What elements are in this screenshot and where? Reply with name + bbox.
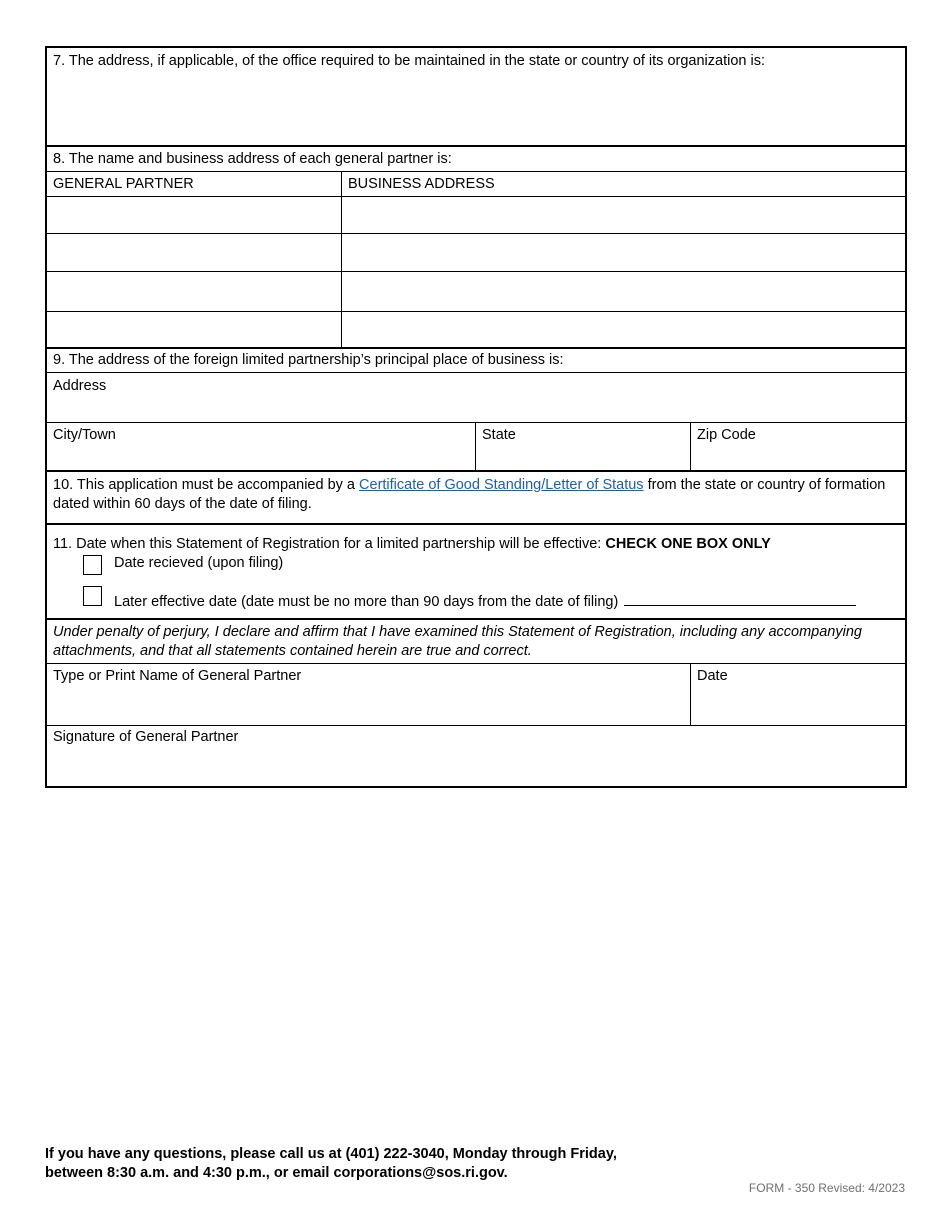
section-10 xyxy=(47,472,905,525)
partner-address-field[interactable] xyxy=(342,234,905,271)
zip-label: Zip Code xyxy=(697,427,756,443)
partner-table-row xyxy=(47,272,905,312)
partner-table-row xyxy=(47,312,905,349)
signature-field[interactable] xyxy=(47,726,905,786)
certificate-of-good-standing-link[interactable]: Certificate of Good Standing/Letter of Status xyxy=(359,477,644,493)
name-date-row xyxy=(47,664,905,726)
check-one-box-note: CHECK ONE BOX ONLY xyxy=(605,536,771,552)
principal-address-field[interactable] xyxy=(47,373,905,423)
form-id: FORM - 350 Revised: 4/2023 xyxy=(748,1181,905,1195)
general-partner-header: GENERAL PARTNER xyxy=(47,172,342,196)
section-8-heading-row xyxy=(47,147,905,172)
city-field[interactable] xyxy=(47,423,476,470)
signature-label: Signature of General Partner xyxy=(53,729,239,745)
state-field[interactable] xyxy=(476,423,691,470)
partner-address-field[interactable] xyxy=(342,272,905,311)
business-address-header: BUSINESS ADDRESS xyxy=(348,176,495,192)
section-8-text: 8. The name and business address of each general partner is: xyxy=(53,151,452,167)
zip-field[interactable] xyxy=(691,423,905,470)
contact-info xyxy=(45,1145,617,1183)
partner-address-field[interactable] xyxy=(342,197,905,233)
partner-name-field[interactable] xyxy=(47,234,342,271)
effective-date-blank[interactable] xyxy=(624,591,856,606)
date-label: Date xyxy=(697,668,728,684)
partner-table-row xyxy=(47,197,905,234)
declaration xyxy=(47,620,905,664)
section-10-text: 10. This application must be accompanied by a Certificate of Good Standing/Letter of Status from the state or country of formation dated within 60 days of the date of filing. xyxy=(53,477,886,512)
partner-name-field[interactable] xyxy=(47,272,342,311)
section-7 xyxy=(47,48,905,147)
section-11 xyxy=(47,525,905,620)
later-effective-date-checkbox[interactable] xyxy=(83,586,102,606)
print-name-label: Type or Print Name of General Partner xyxy=(53,668,302,684)
contact-line-1: If you have any questions, please call us at (401) 222-3040, Monday through Friday, xyxy=(45,1146,617,1162)
partner-print-name-field[interactable] xyxy=(47,664,691,725)
partner-address-field[interactable] xyxy=(342,312,905,347)
city-label: City/Town xyxy=(53,427,116,443)
declaration-text: Under penalty of perjury, I declare and affirm that I have examined this Statement of Registration, including any accompanying attachments, and that all statements contained herein are true and correct. xyxy=(53,624,862,659)
date-field[interactable] xyxy=(691,664,905,725)
later-effective-date-label: Later effective date (date must be no more than 90 days from the date of filing) xyxy=(114,591,856,612)
city-state-zip-row xyxy=(47,423,905,472)
section-7-text: 7. The address, if applicable, of the office required to be maintained in the state or country of its organization is: xyxy=(53,53,765,69)
section-9-text: 9. The address of the foreign limited partnership’s principal place of business is: xyxy=(53,352,564,368)
partner-table-header xyxy=(47,172,905,197)
section-11-text: 11. Date when this Statement of Registration for a limited partnership will be effective: CHECK ONE BOX ONLY xyxy=(53,536,771,552)
section-9-heading-row xyxy=(47,349,905,373)
contact-line-2: between 8:30 a.m. and 4:30 p.m., or email corporations@sos.ri.gov. xyxy=(45,1165,508,1181)
state-label: State xyxy=(482,427,516,443)
address-label: Address xyxy=(53,378,107,394)
date-received-checkbox[interactable] xyxy=(83,555,102,575)
partner-name-field[interactable] xyxy=(47,197,342,233)
partner-name-field[interactable] xyxy=(47,312,342,347)
partner-table-row xyxy=(47,234,905,272)
date-received-label: Date recieved (upon filing) xyxy=(114,555,284,571)
registration-form xyxy=(45,46,907,788)
